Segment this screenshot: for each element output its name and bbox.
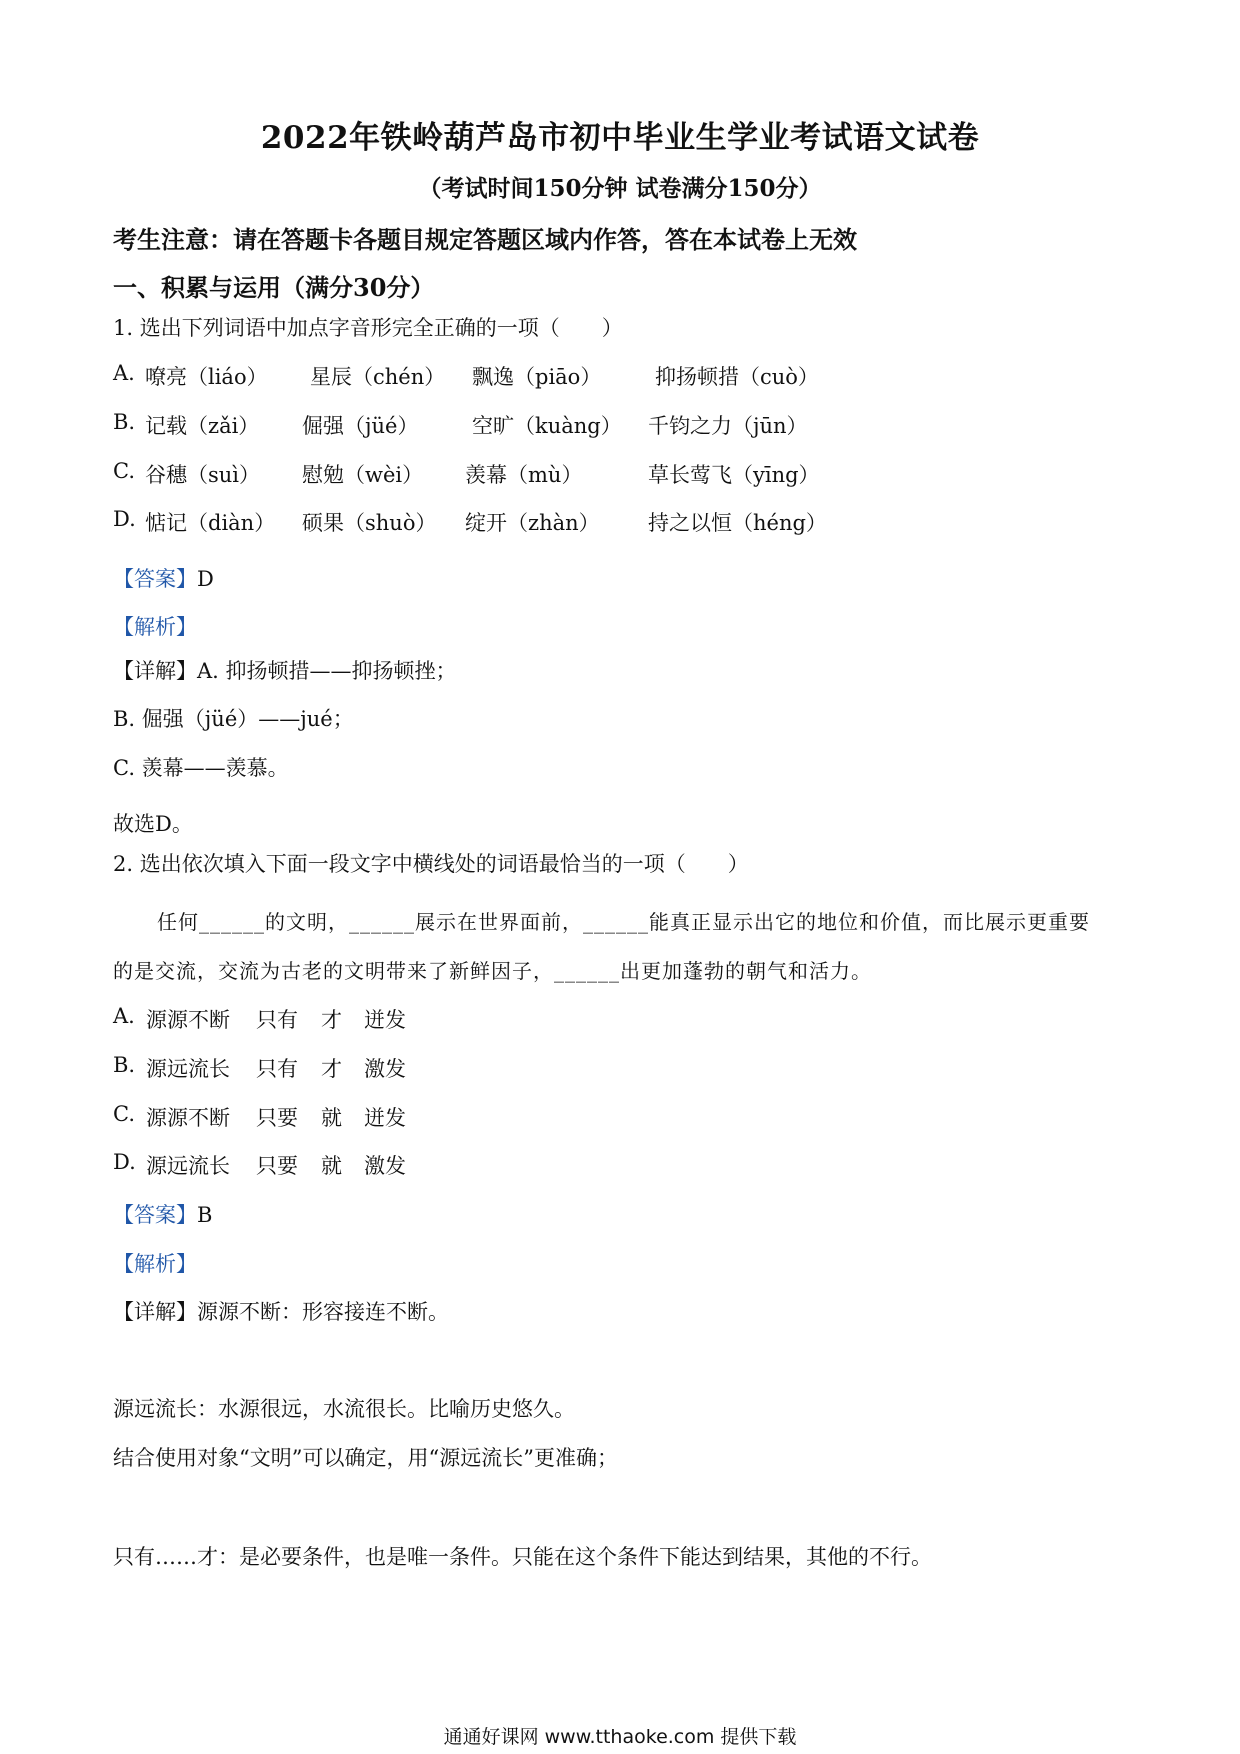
answer-value: B [197,1203,213,1227]
option-c-word-1: 谷穗（suì） [145,463,261,487]
q1-conclusion: 故选D。 [113,812,193,836]
q2-passage-line-1: 任何______的文明，______展示在世界面前，______能真正显示出它的地位和价值，而比展示更重要 [157,910,1090,934]
q2-option-b-label: B. [113,1053,136,1077]
detail-text: 源源不断：形容接连不断。 [197,1300,449,1324]
option-c-label: C. [113,459,135,483]
q2-option-b-3: 才 [321,1057,342,1081]
option-d-word-2: 硕果（shuò） [302,511,437,535]
exam-title: 2022年铁岭葫芦岛市初中毕业生学业考试语文试卷 [260,120,980,156]
option-c-word-4: 草长莺飞（yīng） [648,463,820,487]
q2-option-a-4: 迸发 [364,1008,406,1032]
exam-notice: 考生注意：请在答题卡各题目规定答题区域内作答，答在本试卷上无效 [113,225,857,254]
q2-answer [113,1199,212,1229]
option-d-label: D. [113,507,136,531]
exam-subtitle: （考试时间150分钟 试卷满分150分） [418,175,822,202]
footer-watermark: 通通好课网 www.tthaoke.com 提供下载 [443,1726,797,1748]
q2-option-d-3: 就 [321,1154,342,1178]
option-a-word-2: 星辰（chén） [310,365,446,389]
q2-option-d-1: 源远流长 [146,1154,230,1178]
q2-detail-4: 只有……才：是必要条件，也是唯一条件。只能在这个条件下能达到结果，其他的不行。 [113,1545,932,1569]
q1-detail-2: B. 倔强（jüé）——jué； [113,707,354,731]
q2-option-d-4: 激发 [364,1154,406,1178]
q2-passage-line-2: 的是交流，交流为古老的文明带来了新鲜因子，______出更加蓬勃的朝气和活力。 [113,959,872,983]
option-c-word-2: 慰勉（wèi） [302,463,424,487]
section-heading: 一、积累与运用（满分30分） [113,273,435,302]
question-2-stem: 2. 选出依次填入下面一段文字中横线处的词语最恰当的一项（ ） [113,852,749,876]
q2-option-c-2: 只要 [256,1106,298,1130]
option-b-word-3: 空旷（kuàng） [472,414,622,438]
q2-option-c-label: C. [113,1102,135,1126]
q2-option-a-3: 才 [321,1008,342,1032]
detail-tag: 【详解】 [113,659,197,683]
q2-option-b-4: 激发 [364,1057,406,1081]
option-b-word-1: 记载（zǎi） [145,414,260,438]
option-a-word-1: 嘹亮（liáo） [145,365,268,389]
q2-option-a-label: A. [113,1004,135,1028]
option-d-word-1: 惦记（diàn） [145,511,276,535]
q2-option-c-3: 就 [321,1106,342,1130]
q2-option-a-2: 只有 [256,1008,298,1032]
option-a-label: A. [113,361,135,385]
q2-option-b-2: 只有 [256,1057,298,1081]
q1-answer [113,563,214,593]
detail-tag: 【详解】 [113,1300,197,1324]
option-a-word-3: 飘逸（piāo） [472,365,602,389]
option-b-word-2: 倔强（jüé） [302,414,419,438]
q2-option-c-1: 源源不断 [146,1106,230,1130]
answer-tag: 【答案】 [113,1203,197,1227]
option-c-word-3: 羡幕（mù） [465,463,583,487]
answer-tag: 【答案】 [113,567,197,591]
q1-analysis-tag: 【解析】 [113,615,197,639]
option-b-word-4: 千钧之力（jūn） [648,414,808,438]
q2-option-c-4: 迸发 [364,1106,406,1130]
detail-text: A. 抑扬顿措——抑扬顿挫； [197,659,457,683]
q2-option-b-1: 源远流长 [146,1057,230,1081]
answer-value: D [197,567,214,591]
q1-detail-3: C. 羡幕——羡慕。 [113,756,289,780]
option-a-word-4: 抑扬顿措（cuò） [655,365,819,389]
q2-detail-2: 源远流长：水源很远，水流很长。比喻历史悠久。 [113,1397,575,1421]
q2-option-a-1: 源源不断 [146,1008,230,1032]
q2-option-d-label: D. [113,1150,136,1174]
option-d-word-3: 绽开（zhàn） [465,511,600,535]
q1-detail-1 [113,655,457,685]
q2-option-d-2: 只要 [256,1154,298,1178]
question-1-stem: 1. 选出下列词语中加点字音形完全正确的一项（ ） [113,316,623,340]
option-d-word-4: 持之以恒（héng） [648,511,827,535]
q2-detail-3: 结合使用对象“文明”可以确定，用“源远流长”更准确； [113,1446,618,1470]
option-b-label: B. [113,410,136,434]
q2-detail-1 [113,1296,449,1326]
q2-analysis-tag: 【解析】 [113,1252,197,1276]
